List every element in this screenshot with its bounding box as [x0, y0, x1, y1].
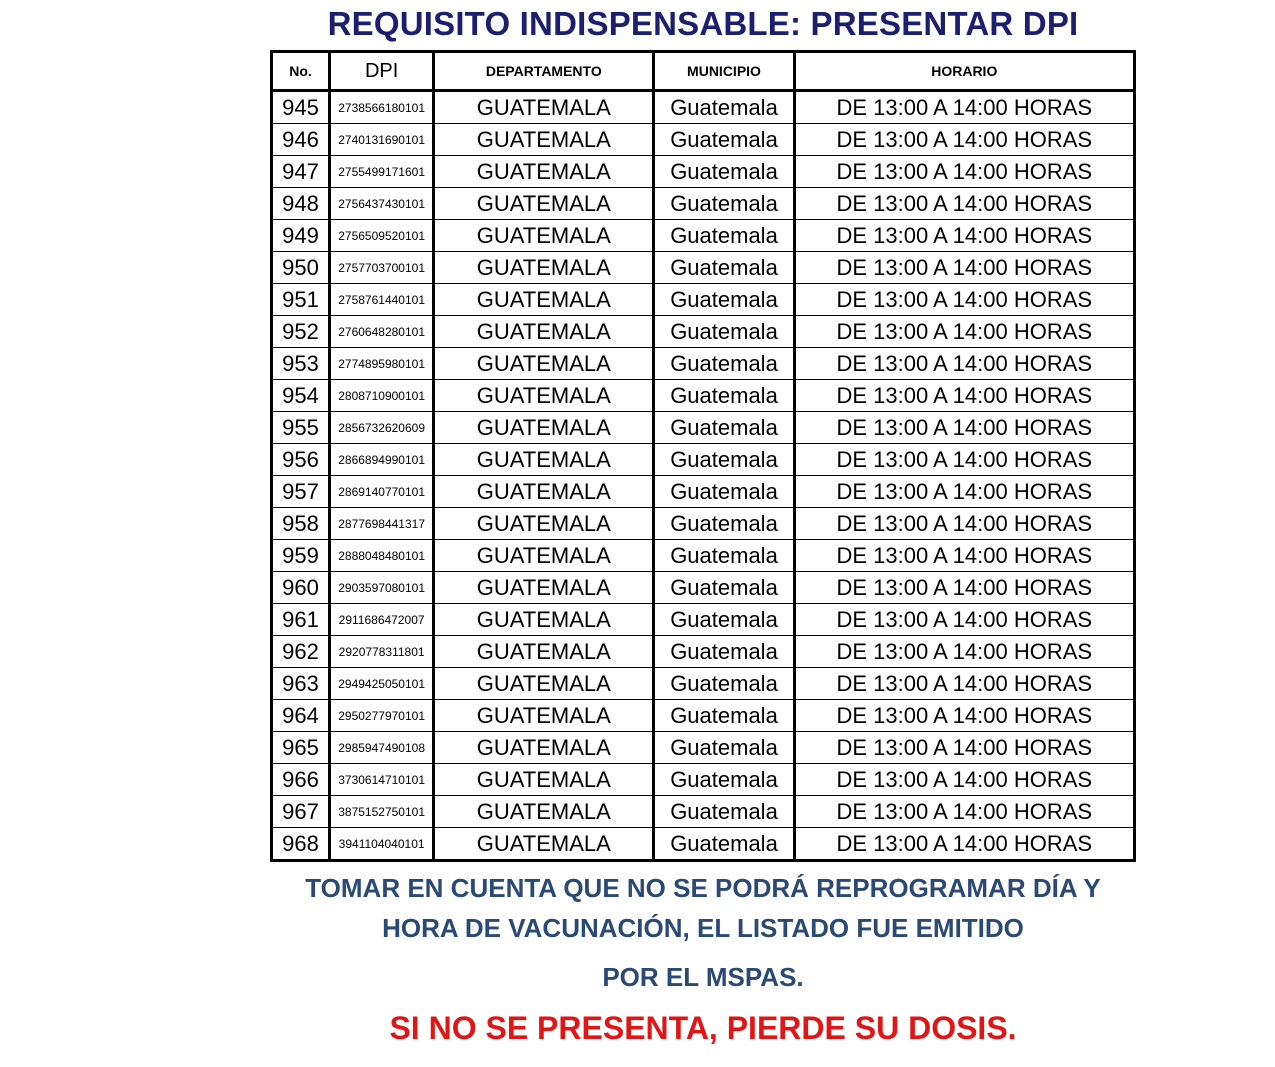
cell-horario: DE 13:00 A 14:00 HORAS [794, 764, 1134, 796]
cell-municipio: Guatemala [654, 156, 794, 188]
notice-line-1: TOMAR EN CUENTA QUE NO SE PODRÁ REPROGRAMAR DÍA Y [305, 873, 1101, 903]
table-row [272, 636, 1135, 668]
header-horario: HORARIO [794, 52, 1134, 91]
cell-horario: DE 13:00 A 14:00 HORAS [794, 604, 1134, 636]
table-row [272, 540, 1135, 572]
cell-departamento: GUATEMALA [434, 220, 654, 252]
cell-number: 945 [272, 91, 330, 124]
cell-horario: DE 13:00 A 14:00 HORAS [794, 508, 1134, 540]
table-row [272, 252, 1135, 284]
cell-dpi: 2920778311801 [330, 636, 434, 668]
cell-number: 948 [272, 188, 330, 220]
cell-horario: DE 13:00 A 14:00 HORAS [794, 316, 1134, 348]
cell-dpi: 2869140770101 [330, 476, 434, 508]
cell-departamento: GUATEMALA [434, 91, 654, 124]
header-number: No. [272, 52, 330, 91]
table-body [272, 91, 1135, 861]
table-row [272, 284, 1135, 316]
cell-departamento: GUATEMALA [434, 668, 654, 700]
cell-departamento: GUATEMALA [434, 508, 654, 540]
cell-municipio: Guatemala [654, 412, 794, 444]
cell-dpi: 2949425050101 [330, 668, 434, 700]
table-row [272, 220, 1135, 252]
cell-number: 947 [272, 156, 330, 188]
cell-horario: DE 13:00 A 14:00 HORAS [794, 700, 1134, 732]
cell-municipio: Guatemala [654, 828, 794, 861]
cell-number: 967 [272, 796, 330, 828]
cell-departamento: GUATEMALA [434, 380, 654, 412]
header-departamento: DEPARTAMENTO [434, 52, 654, 91]
cell-number: 962 [272, 636, 330, 668]
cell-departamento: GUATEMALA [434, 412, 654, 444]
cell-dpi: 2760648280101 [330, 316, 434, 348]
cell-municipio: Guatemala [654, 220, 794, 252]
cell-number: 963 [272, 668, 330, 700]
cell-number: 950 [272, 252, 330, 284]
cell-departamento: GUATEMALA [434, 796, 654, 828]
vaccination-list-table [270, 50, 1136, 862]
table-row [272, 444, 1135, 476]
cell-number: 954 [272, 380, 330, 412]
cell-dpi: 3875152750101 [330, 796, 434, 828]
cell-dpi: 2740131690101 [330, 124, 434, 156]
cell-municipio: Guatemala [654, 636, 794, 668]
cell-number: 949 [272, 220, 330, 252]
table-row [272, 124, 1135, 156]
cell-number: 960 [272, 572, 330, 604]
table-row [272, 348, 1135, 380]
cell-horario: DE 13:00 A 14:00 HORAS [794, 668, 1134, 700]
table-row [272, 476, 1135, 508]
cell-departamento: GUATEMALA [434, 284, 654, 316]
table-row [272, 156, 1135, 188]
cell-dpi: 2950277970101 [330, 700, 434, 732]
cell-dpi: 2903597080101 [330, 572, 434, 604]
cell-horario: DE 13:00 A 14:00 HORAS [794, 796, 1134, 828]
cell-horario: DE 13:00 A 14:00 HORAS [794, 188, 1134, 220]
cell-departamento: GUATEMALA [434, 540, 654, 572]
cell-dpi: 2877698441317 [330, 508, 434, 540]
cell-dpi: 2774895980101 [330, 348, 434, 380]
cell-municipio: Guatemala [654, 316, 794, 348]
cell-number: 952 [272, 316, 330, 348]
cell-number: 965 [272, 732, 330, 764]
cell-dpi: 2755499171601 [330, 156, 434, 188]
notice-line-2: HORA DE VACUNACIÓN, EL LISTADO FUE EMITIDO [382, 913, 1024, 943]
cell-departamento: GUATEMALA [434, 476, 654, 508]
cell-number: 968 [272, 828, 330, 861]
cell-departamento: GUATEMALA [434, 636, 654, 668]
cell-horario: DE 13:00 A 14:00 HORAS [794, 540, 1134, 572]
cell-horario: DE 13:00 A 14:00 HORAS [794, 572, 1134, 604]
cell-departamento: GUATEMALA [434, 156, 654, 188]
warning-text: SI NO SE PRESENTA, PIERDE SU DOSIS. [389, 1010, 1017, 1046]
cell-departamento: GUATEMALA [434, 732, 654, 764]
cell-horario: DE 13:00 A 14:00 HORAS [794, 828, 1134, 861]
notice-line-3: POR EL MSPAS. [602, 962, 804, 992]
cell-number: 946 [272, 124, 330, 156]
cell-municipio: Guatemala [654, 91, 794, 124]
cell-municipio: Guatemala [654, 732, 794, 764]
cell-number: 964 [272, 700, 330, 732]
header-municipio: MUNICIPIO [654, 52, 794, 91]
cell-horario: DE 13:00 A 14:00 HORAS [794, 732, 1134, 764]
table-row [272, 188, 1135, 220]
cell-dpi: 2985947490108 [330, 732, 434, 764]
cell-municipio: Guatemala [654, 508, 794, 540]
cell-horario: DE 13:00 A 14:00 HORAS [794, 91, 1134, 124]
page-title: REQUISITO INDISPENSABLE: PRESENTAR DPI [327, 5, 1079, 42]
cell-dpi: 2856732620609 [330, 412, 434, 444]
cell-number: 957 [272, 476, 330, 508]
cell-municipio: Guatemala [654, 572, 794, 604]
cell-departamento: GUATEMALA [434, 188, 654, 220]
cell-dpi: 2808710900101 [330, 380, 434, 412]
cell-municipio: Guatemala [654, 796, 794, 828]
cell-dpi: 2758761440101 [330, 284, 434, 316]
header-dpi: DPI [330, 52, 434, 91]
cell-departamento: GUATEMALA [434, 124, 654, 156]
table-row [272, 572, 1135, 604]
cell-departamento: GUATEMALA [434, 604, 654, 636]
cell-departamento: GUATEMALA [434, 252, 654, 284]
cell-dpi: 2756509520101 [330, 220, 434, 252]
cell-number: 961 [272, 604, 330, 636]
cell-dpi: 2757703700101 [330, 252, 434, 284]
table-row [272, 732, 1135, 764]
cell-municipio: Guatemala [654, 284, 794, 316]
cell-municipio: Guatemala [654, 444, 794, 476]
cell-municipio: Guatemala [654, 476, 794, 508]
cell-municipio: Guatemala [654, 604, 794, 636]
cell-departamento: GUATEMALA [434, 700, 654, 732]
table-row [272, 668, 1135, 700]
table-header-row [272, 52, 1135, 91]
cell-municipio: Guatemala [654, 540, 794, 572]
cell-dpi: 2756437430101 [330, 188, 434, 220]
cell-horario: DE 13:00 A 14:00 HORAS [794, 284, 1134, 316]
cell-number: 966 [272, 764, 330, 796]
table-row [272, 316, 1135, 348]
cell-horario: DE 13:00 A 14:00 HORAS [794, 380, 1134, 412]
cell-horario: DE 13:00 A 14:00 HORAS [794, 636, 1134, 668]
cell-number: 956 [272, 444, 330, 476]
cell-dpi: 3941104040101 [330, 828, 434, 861]
table-row [272, 700, 1135, 732]
cell-municipio: Guatemala [654, 700, 794, 732]
cell-departamento: GUATEMALA [434, 348, 654, 380]
cell-number: 953 [272, 348, 330, 380]
table-row [272, 380, 1135, 412]
table-row [272, 828, 1135, 861]
cell-municipio: Guatemala [654, 188, 794, 220]
cell-dpi: 2866894990101 [330, 444, 434, 476]
cell-departamento: GUATEMALA [434, 828, 654, 861]
table-row [272, 764, 1135, 796]
cell-municipio: Guatemala [654, 348, 794, 380]
cell-departamento: GUATEMALA [434, 444, 654, 476]
table-row [272, 412, 1135, 444]
cell-dpi: 3730614710101 [330, 764, 434, 796]
cell-number: 951 [272, 284, 330, 316]
cell-dpi: 2888048480101 [330, 540, 434, 572]
cell-dpi: 2911686472007 [330, 604, 434, 636]
cell-horario: DE 13:00 A 14:00 HORAS [794, 156, 1134, 188]
cell-horario: DE 13:00 A 14:00 HORAS [794, 476, 1134, 508]
cell-number: 955 [272, 412, 330, 444]
cell-dpi: 2738566180101 [330, 91, 434, 124]
table-row [272, 91, 1135, 124]
cell-municipio: Guatemala [654, 668, 794, 700]
cell-horario: DE 13:00 A 14:00 HORAS [794, 252, 1134, 284]
cell-departamento: GUATEMALA [434, 764, 654, 796]
cell-number: 959 [272, 540, 330, 572]
cell-municipio: Guatemala [654, 380, 794, 412]
table-row [272, 508, 1135, 540]
cell-horario: DE 13:00 A 14:00 HORAS [794, 124, 1134, 156]
cell-number: 958 [272, 508, 330, 540]
cell-municipio: Guatemala [654, 252, 794, 284]
cell-horario: DE 13:00 A 14:00 HORAS [794, 444, 1134, 476]
table-row [272, 604, 1135, 636]
cell-horario: DE 13:00 A 14:00 HORAS [794, 220, 1134, 252]
cell-municipio: Guatemala [654, 764, 794, 796]
cell-municipio: Guatemala [654, 124, 794, 156]
cell-horario: DE 13:00 A 14:00 HORAS [794, 412, 1134, 444]
cell-departamento: GUATEMALA [434, 316, 654, 348]
cell-horario: DE 13:00 A 14:00 HORAS [794, 348, 1134, 380]
table-row [272, 796, 1135, 828]
cell-departamento: GUATEMALA [434, 572, 654, 604]
